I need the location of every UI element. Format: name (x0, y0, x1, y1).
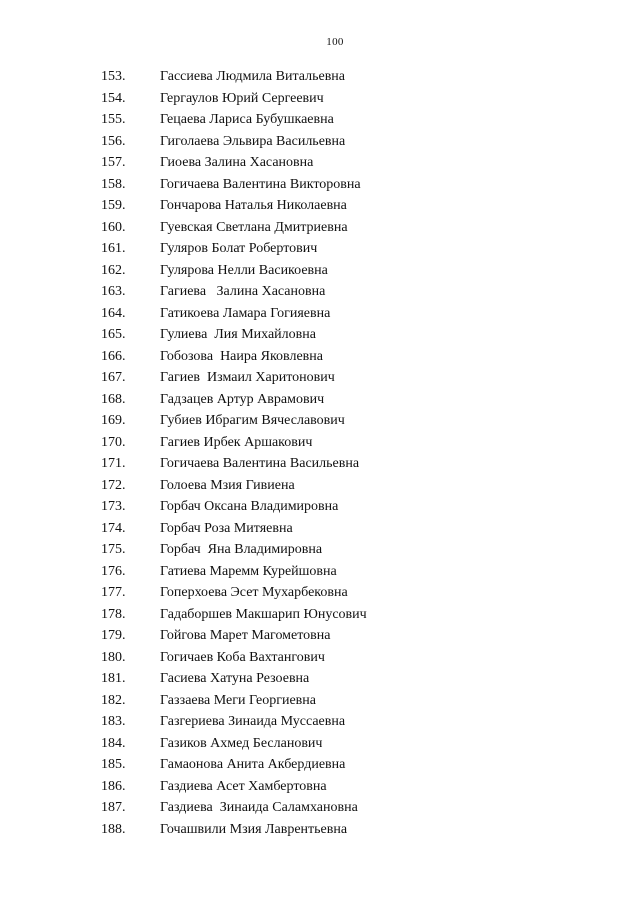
item-number: 186. (101, 778, 126, 794)
item-number: 181. (101, 671, 126, 686)
list-item (0, 260, 560, 282)
list-item (0, 195, 560, 217)
item-number: 153. (101, 69, 126, 84)
name-list (0, 66, 560, 840)
item-name: Гассиева Людмила Витальевна (160, 69, 346, 84)
item-number: 174. (101, 520, 126, 536)
list-item (0, 518, 560, 540)
item-number: 160. (101, 219, 126, 235)
item-number: 155. (101, 112, 126, 127)
item-name: Гогичаева Валентина Васильевна (160, 456, 360, 471)
item-name: Гончарова Наталья Николаевна (160, 198, 347, 213)
item-name: Гойгова Марет Магометовна (160, 628, 331, 643)
list-item (0, 453, 560, 475)
item-number: 161. (101, 241, 126, 256)
item-number: 173. (101, 499, 126, 514)
item-name: Голоева Мзия Гивиена (160, 477, 295, 493)
list-item (0, 281, 560, 303)
item-name: Газзаева Меги Георгиевна (160, 692, 316, 708)
item-name: Гуляров Болат Робертович (160, 241, 318, 256)
item-name: Гецаева Лариса Бубушкаевна (160, 112, 334, 127)
item-number: 182. (101, 692, 126, 708)
item-name: Гагиева Залина Хасановна (160, 284, 326, 299)
list-item (0, 367, 560, 389)
item-name: Гогичаева Валентина Викторовна (160, 176, 361, 192)
list-item (0, 88, 560, 110)
list-item (0, 303, 560, 325)
item-name: Гадаборшев Макшарип Юнусович (160, 606, 367, 622)
item-number: 188. (101, 821, 126, 837)
item-name: Гоперхоева Эсет Мухарбековна (160, 585, 348, 600)
item-name: Гочашвили Мзия Лаврентьевна (160, 821, 348, 837)
list-item (0, 496, 560, 518)
list-item (0, 131, 560, 153)
list-item (0, 754, 560, 776)
item-name: Гатикоева Ламара Гогияевна (160, 305, 331, 321)
list-item (0, 174, 560, 196)
item-name: Газдиева Зинаида Саламхановна (160, 800, 358, 815)
item-name: Горбач Роза Митяевна (160, 520, 293, 536)
list-item (0, 389, 560, 411)
item-number: 180. (101, 649, 126, 665)
item-name: Губиев Ибрагим Вячеславович (160, 413, 345, 428)
item-number: 184. (101, 735, 126, 751)
item-number: 171. (101, 456, 126, 471)
list-item (0, 604, 560, 626)
list-item (0, 66, 560, 88)
list-item (0, 711, 560, 733)
item-number: 169. (101, 413, 126, 428)
item-number: 170. (101, 434, 126, 450)
item-number: 167. (101, 370, 126, 385)
item-number: 177. (101, 585, 126, 600)
list-item (0, 324, 560, 346)
list-item (0, 539, 560, 561)
list-item (0, 797, 560, 819)
item-number: 159. (101, 198, 126, 213)
list-item (0, 819, 560, 841)
item-number: 168. (101, 391, 126, 407)
item-name: Гулиева Лия Михайловна (160, 327, 316, 342)
list-item (0, 733, 560, 755)
item-number: 158. (101, 176, 126, 192)
item-name: Гулярова Нелли Васикоевна (160, 262, 328, 278)
item-name: Гагиев Измаил Харитонович (160, 370, 335, 385)
list-item (0, 690, 560, 712)
item-number: 163. (101, 284, 126, 299)
item-number: 162. (101, 262, 126, 278)
list-item (0, 217, 560, 239)
list-item (0, 238, 560, 260)
item-number: 156. (101, 133, 126, 149)
list-item (0, 668, 560, 690)
list-item (0, 109, 560, 131)
list-item (0, 582, 560, 604)
list-item (0, 475, 560, 497)
item-name: Гуевская Светлана Дмитриевна (160, 219, 348, 235)
item-number: 175. (101, 542, 126, 557)
item-number: 185. (101, 757, 126, 772)
item-name: Горбач Яна Владимировна (160, 542, 323, 557)
item-name: Гагиев Ирбек Аршакович (160, 434, 313, 450)
item-number: 187. (101, 800, 126, 815)
item-name: Гобозова Наира Яковлевна (160, 348, 323, 364)
list-item (0, 625, 560, 647)
list-item (0, 776, 560, 798)
item-name: Газдиева Асет Хамбертовна (160, 778, 327, 794)
item-number: 172. (101, 477, 126, 493)
item-number: 178. (101, 606, 126, 622)
item-number: 183. (101, 714, 126, 729)
list-item (0, 152, 560, 174)
list-item (0, 647, 560, 669)
item-name: Гадзацев Артур Аврамович (160, 391, 325, 407)
list-item (0, 346, 560, 368)
item-number: 166. (101, 348, 126, 364)
list-item (0, 410, 560, 432)
item-number: 154. (101, 90, 126, 106)
list-item (0, 432, 560, 454)
list-item (0, 561, 560, 583)
item-number: 165. (101, 327, 126, 342)
item-name: Гогичаев Коба Вахтангович (160, 649, 325, 665)
item-name: Гасиева Хатуна Резоевна (160, 671, 310, 686)
item-name: Гиголаева Эльвира Васильевна (160, 133, 346, 149)
item-number: 157. (101, 155, 126, 170)
item-number: 176. (101, 563, 126, 579)
item-name: Гатиева Маремм Курейшовна (160, 563, 337, 579)
item-number: 164. (101, 305, 126, 321)
item-name: Гамаонова Анита Акбердиевна (160, 757, 346, 772)
page-number: 100 (326, 36, 344, 48)
item-name: Гиоева Залина Хасановна (160, 155, 314, 170)
item-name: Газиков Ахмед Бесланович (160, 735, 323, 751)
item-name: Горбач Оксана Владимировна (160, 499, 339, 514)
item-number: 179. (101, 628, 126, 643)
item-name: Гергаулов Юрий Сергеевич (160, 90, 324, 106)
item-name: Газгериева Зинаида Муссаевна (160, 714, 346, 729)
